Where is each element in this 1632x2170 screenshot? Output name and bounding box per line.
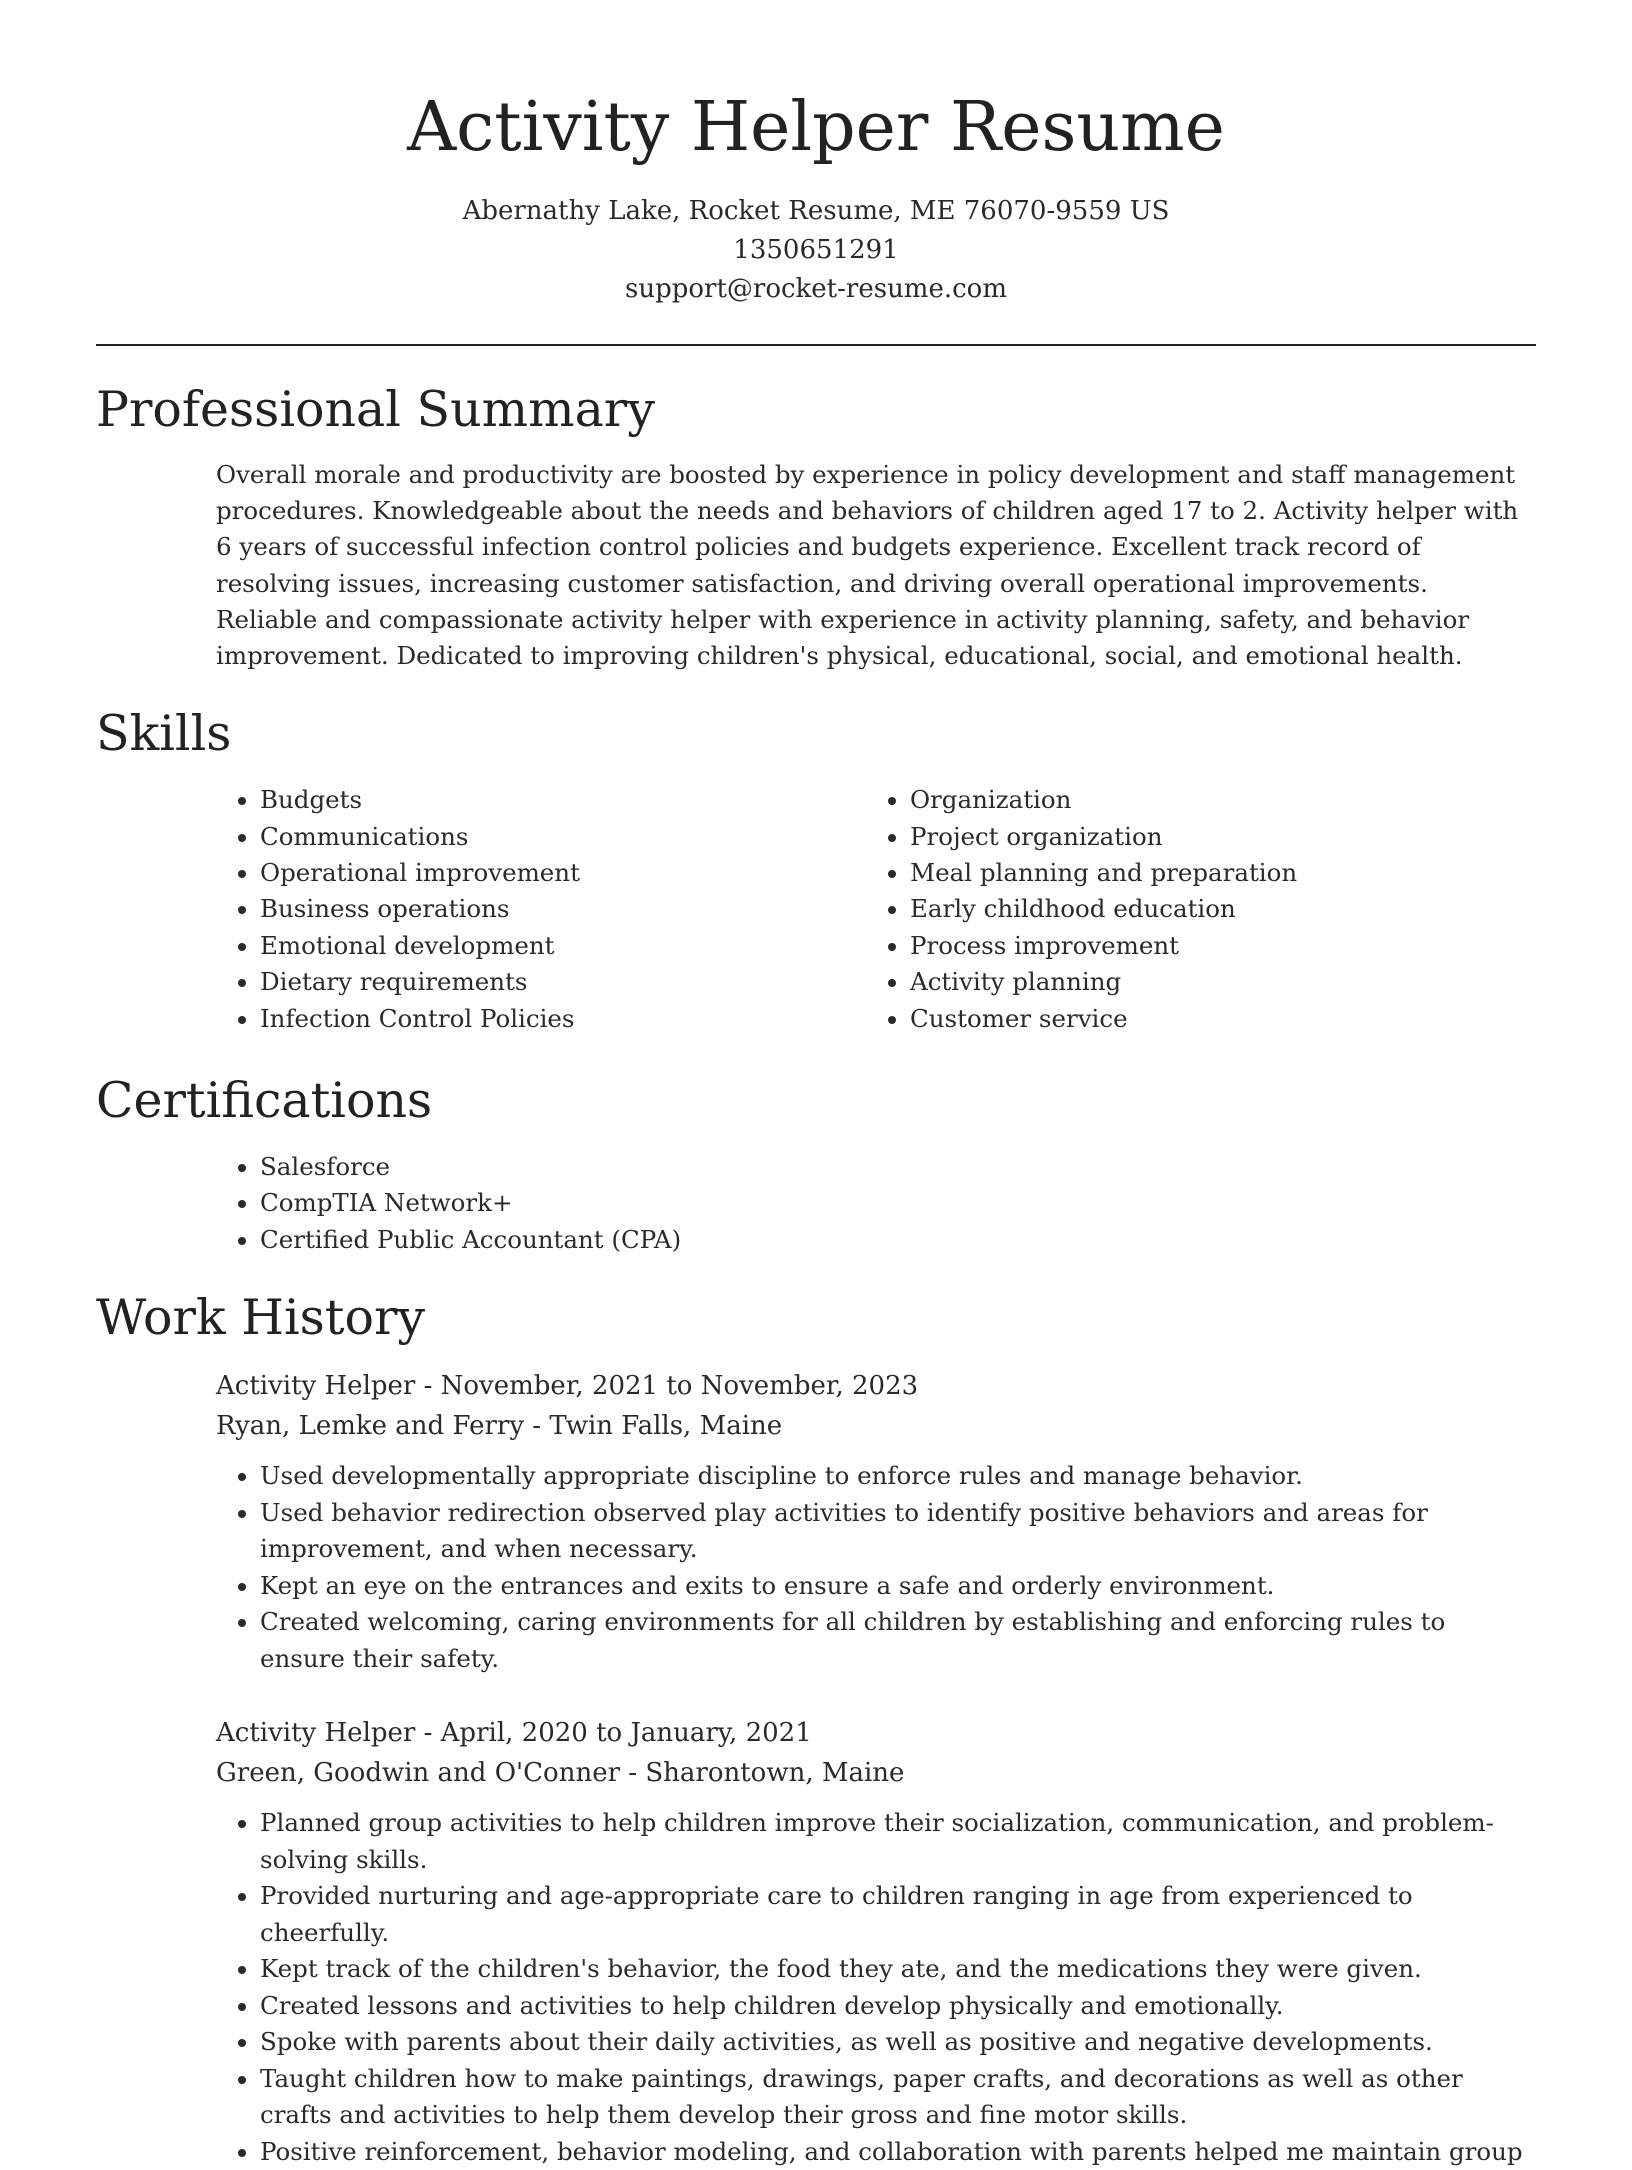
job-duty: • Positive reinforcement, behavior modeling, and collaboration with parents helped me maintain group — [260, 2134, 1536, 2170]
certification-item: • Certified Public Accountant (CPA) — [260, 1222, 1536, 1258]
skill-item: • Project organization — [910, 819, 1297, 855]
work-history-section — [96, 1366, 1536, 2170]
certifications-heading: Certifications — [96, 1072, 433, 1130]
skill-item: • Emotional development — [260, 928, 866, 964]
skill-item: • Dietary requirements — [260, 964, 866, 1000]
phone: 1350651291 — [733, 235, 899, 265]
certification-item: • CompTIA Network+ — [260, 1185, 1536, 1221]
job-duty: • Used behavior redirection observed play activities to identify positive behaviors and areas for improvement, and when necessary. — [260, 1495, 1536, 1568]
skills-heading: Skills — [96, 705, 232, 763]
skill-item: • Customer service — [910, 1001, 1297, 1037]
resume-header — [96, 0, 1536, 309]
skills-section — [96, 782, 1536, 1037]
job-duty: • Kept an eye on the entrances and exits to ensure a safe and orderly environment. — [260, 1568, 1536, 1605]
job-duty: • Taught children how to make paintings, drawings, paper crafts, and decorations as well as other crafts and activities to help them develop their gross and fine motor skills. — [260, 2061, 1536, 2134]
skill-item: • Process improvement — [910, 928, 1297, 964]
address: Abernathy Lake, Rocket Resume, ME 76070-9559 US — [462, 196, 1170, 226]
work-history-heading: Work History — [96, 1289, 426, 1347]
job-title-dates: Activity Helper - November, 2021 to November, 2023 — [216, 1371, 919, 1402]
email: support@rocket-resume.com — [624, 274, 1007, 304]
skill-item: • Activity planning — [910, 964, 1297, 1000]
skill-item: • Communications — [260, 819, 866, 855]
skill-item: • Infection Control Policies — [260, 1001, 866, 1037]
job-entry — [216, 1366, 1536, 1677]
header-divider — [96, 344, 1536, 346]
job-employer-location: Green, Goodwin and O'Conner - Sharontown, Maine — [216, 1758, 905, 1789]
certification-item: • Salesforce — [260, 1149, 1536, 1185]
job-duty: • Spoke with parents about their daily activities, as well as positive and negative developments. — [260, 2024, 1536, 2061]
job-duty: • Provided nurturing and age-appropriate care to children ranging in age from experienced to cheerfully. — [260, 1878, 1536, 1951]
summary-section — [96, 457, 1536, 674]
summary-heading: Professional Summary — [96, 381, 655, 438]
skill-item: • Organization — [910, 782, 1297, 818]
contact-info — [96, 192, 1536, 309]
job-duties-list — [216, 1458, 1536, 1677]
job-title-dates: Activity Helper - April, 2020 to January, 2021 — [216, 1718, 812, 1749]
job-duty: • Used developmentally appropriate discipline to enforce rules and manage behavior. — [260, 1458, 1536, 1495]
summary-text: Overall morale and productivity are boosted by experience in policy development and staff management procedures. Knowledgeable about the needs and behaviors of children aged 17 to 2. Activity helper with 6 years of successful infection control policies and budgets experience. Excellent track record of resolving issues, increasing customer satisfaction, and driving overall operational improvements. Reliable and compassionate activity helper with experience in activity planning, safety, and behavior improvement. Dedicated to improving children's physical, educational, social, and emotional health. — [216, 460, 1519, 671]
job-duty: • Planned group activities to help children improve their socialization, communication, and problem-solving skills. — [260, 1805, 1536, 1878]
skills-columns — [216, 782, 1536, 1037]
skill-item: • Operational improvement — [260, 855, 866, 891]
skill-item: • Meal planning and preparation — [910, 855, 1297, 891]
certifications-list — [216, 1149, 1536, 1258]
skills-list-right — [866, 782, 1297, 1037]
job-duty: • Kept track of the children's behavior, the food they ate, and the medications they were given. — [260, 1951, 1536, 1988]
skill-item: • Budgets — [260, 782, 866, 818]
skill-item: • Business operations — [260, 891, 866, 927]
job-employer-location: Ryan, Lemke and Ferry - Twin Falls, Maine — [216, 1411, 783, 1442]
skill-item: • Early childhood education — [910, 891, 1297, 927]
resume-title: Activity Helper Resume — [407, 88, 1225, 167]
job-duty: • Created welcoming, caring environments for all children by establishing and enforcing rules to ensure their safety. — [260, 1604, 1536, 1677]
job-duty: • Created lessons and activities to help children develop physically and emotionally. — [260, 1988, 1536, 2025]
job-entry — [216, 1713, 1536, 2170]
skills-list-left — [216, 782, 866, 1037]
certifications-section — [96, 1149, 1536, 1258]
job-duties-list — [216, 1805, 1536, 2170]
